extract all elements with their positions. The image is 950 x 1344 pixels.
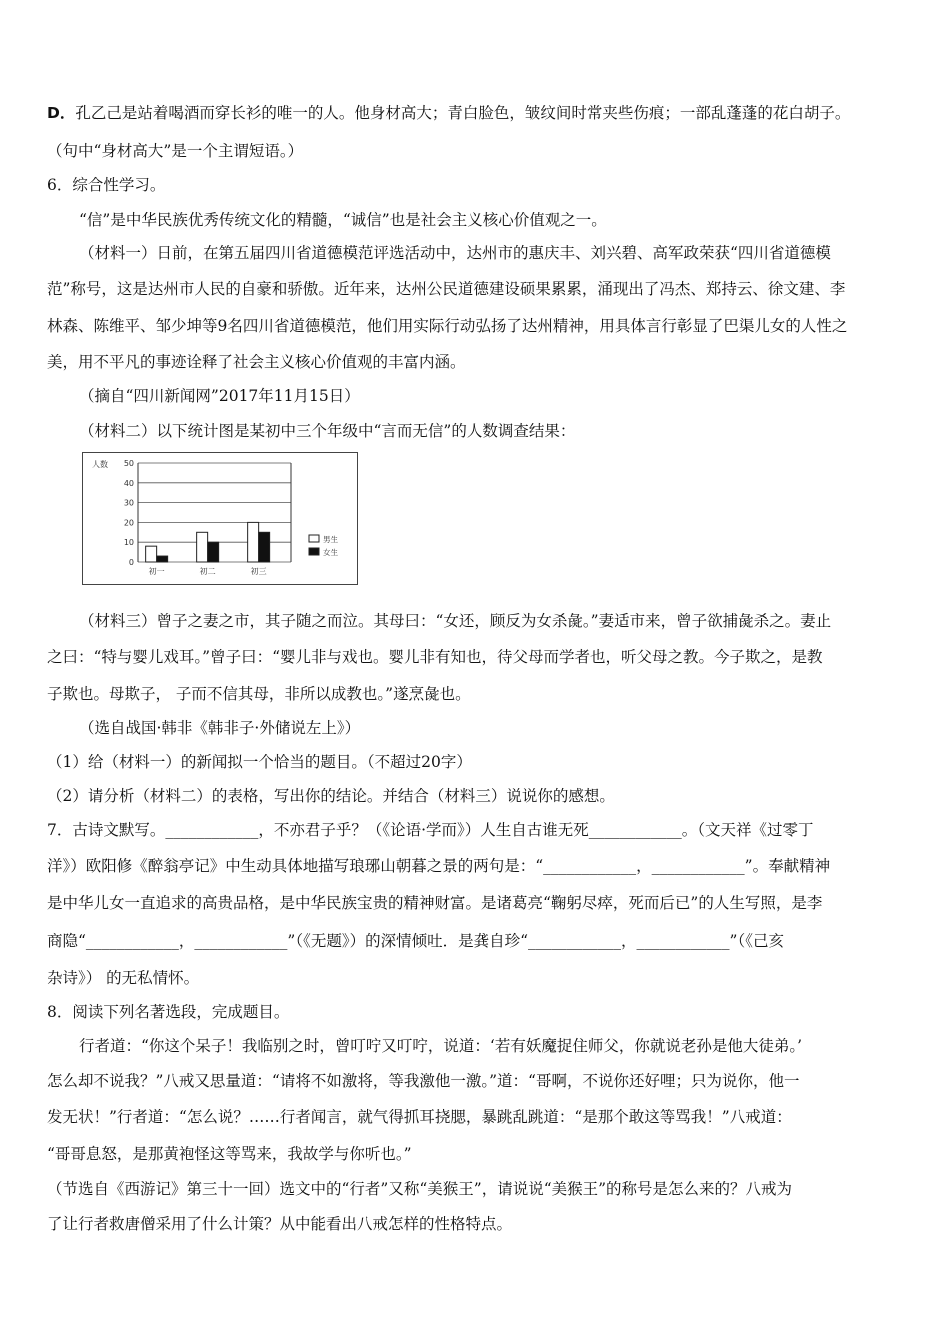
option-d-text: 孔乙己是站着喝酒而穿长衫的唯一的人。他身材高大；青白脸色，皱纹间时常夹些伤痕；一部乱蓬蓬的花白胡子。	[75, 104, 851, 122]
q8-excerpt-line-3: 发无状！”行者道：“怎么说？……行者闻言，就气得抓耳挠腮，暴跳乱跳道：“是那个敢这等骂我！”八戒道：	[47, 1108, 792, 1126]
q8-question-line-2: 了让行者救唐僧采用了什么计策？从中能看出八戒怎样的性格特点。	[47, 1215, 513, 1233]
q6-subquestion-1: （1）给（材料一）的新闻拟一个恰当的题目。（不超过20字）	[47, 753, 472, 771]
material-3-line-2: 之曰：“特与婴儿戏耳。”曾子曰：“婴儿非与戏也。婴儿非有知也，待父母而学者也，听父母之教。今子欺之，是教	[47, 648, 823, 666]
material-3-line-3: 子欺也。母欺子， 子而不信其母，非所以成教也。”遂烹彘也。	[47, 685, 471, 703]
bar-初二-男生	[197, 532, 208, 562]
x-tick-label: 初三	[250, 567, 267, 576]
option-d-note: （句中“身材高大”是一个主谓短语。）	[47, 142, 304, 160]
y-tick-label: 50	[123, 459, 134, 468]
legend-label: 女生	[323, 548, 338, 557]
survey-bar-chart	[82, 452, 358, 585]
q7-line-5: 杂诗》） 的无私情怀。	[47, 969, 200, 987]
material-1-line-4: 美，用不平凡的事迹诠释了社会主义核心价值观的丰富内涵。	[47, 353, 466, 371]
q8-heading: 8．阅读下列名著选段，完成题目。	[47, 1003, 290, 1021]
q6-subquestion-2: （2）请分析（材料二）的表格，写出你的结论。并结合（材料三）说说你的感想。	[47, 787, 615, 805]
material-3-source: （选自战国·韩非《韩非子·外储说左上》）	[79, 719, 361, 737]
q7-line-4: 商隐“____________，____________”（《无题》）的深情倾吐．是龚自珍“____________，____________”（《己亥	[47, 932, 784, 950]
x-tick-label: 初二	[199, 567, 216, 576]
q7-line-1: 7．古诗文默写。____________，不亦君子乎？（《论语·学而》）人生自古谁无死____________。（文天祥《过零丁	[47, 821, 814, 839]
bar-初一-女生	[157, 556, 168, 562]
y-tick-label: 20	[123, 518, 134, 528]
bar-初二-女生	[208, 542, 219, 562]
material-3-line-1: （材料三）曾子之妻之市，其子随之而泣。其母曰：“女还，顾反为女杀彘。”妻适市来，曾子欲捕彘杀之。妻止	[79, 612, 832, 630]
q8-excerpt-line-2: 怎么却不说我？”八戒又思量道：“请将不如激将，等我激他一激。”道：“哥啊，不说你还好哩；只为说你，他一	[47, 1072, 800, 1090]
q8-excerpt-line-4: “哥哥息怒，是那黄袍怪这等骂来，我故学与你听也。”	[47, 1145, 412, 1163]
material-2-text: （材料二）以下统计图是某初中三个年级中“言而无信”的人数调查结果：	[79, 422, 576, 440]
material-1-line-1: （材料一）日前，在第五届四川省道德模范评选活动中，达州市的惠庆丰、刘兴碧、高军政荣获“四川省道德模	[79, 244, 831, 262]
legend-swatch-女生	[309, 548, 319, 555]
q7-line-2: 洋》）欧阳修《醉翁亭记》中生动具体地描写琅琊山朝暮之景的两句是：“____________，____________”。奉献精神	[47, 857, 831, 875]
q8-excerpt-line-1: 行者道：“你这个呆子！我临别之时，曾叮咛又叮咛，说道：‘若有妖魔捉住师父，你就说老孙是他大徒弟。’	[79, 1037, 803, 1055]
y-tick-label: 40	[123, 478, 134, 488]
y-axis-label: 人数	[92, 460, 108, 469]
material-1-line-3: 林森、陈维平、邹少坤等9名四川省道德模范，他们用实际行动弘扬了达州精神，用具体言行彰显了巴渠儿女的人性之	[47, 317, 848, 335]
q7-line-3: 是中华儿女一直追求的高贵品格，是中华民族宝贵的精神财富。是诸葛亮“鞠躬尽瘁，死而后已”的人生写照，是李	[47, 894, 823, 912]
y-tick-label: 10	[123, 538, 134, 548]
y-tick-label: 30	[123, 498, 134, 508]
bar-初三-女生	[259, 532, 270, 562]
y-tick-label: 0	[128, 558, 134, 567]
x-tick-label: 初一	[148, 567, 165, 576]
chart-svg	[83, 453, 357, 584]
option-d	[47, 103, 850, 123]
option-d-label: D．	[47, 104, 76, 122]
bar-初一-男生	[146, 546, 157, 562]
bar-初三-男生	[248, 522, 259, 562]
legend-label: 男生	[323, 535, 338, 544]
legend-swatch-男生	[309, 535, 319, 542]
material-1-source: （摘自“四川新闻网”2017年11月15日）	[79, 387, 360, 405]
q8-question-line-1: （节选自《西游记》第三十一回）选文中的“行者”又称“美猴王”，请说说“美猴王”的称号是怎么来的？八戒为	[47, 1180, 793, 1198]
q6-heading: 6．综合性学习。	[47, 176, 166, 194]
q6-intro: “信”是中华民族优秀传统文化的精髓，“诚信”也是社会主义核心价值观之一。	[79, 211, 607, 229]
material-1-line-2: 范”称号，这是达州市人民的自豪和骄傲。近年来，达州公民道德建设硕果累累，涌现出了冯杰、郑持云、徐文建、李	[47, 280, 846, 298]
